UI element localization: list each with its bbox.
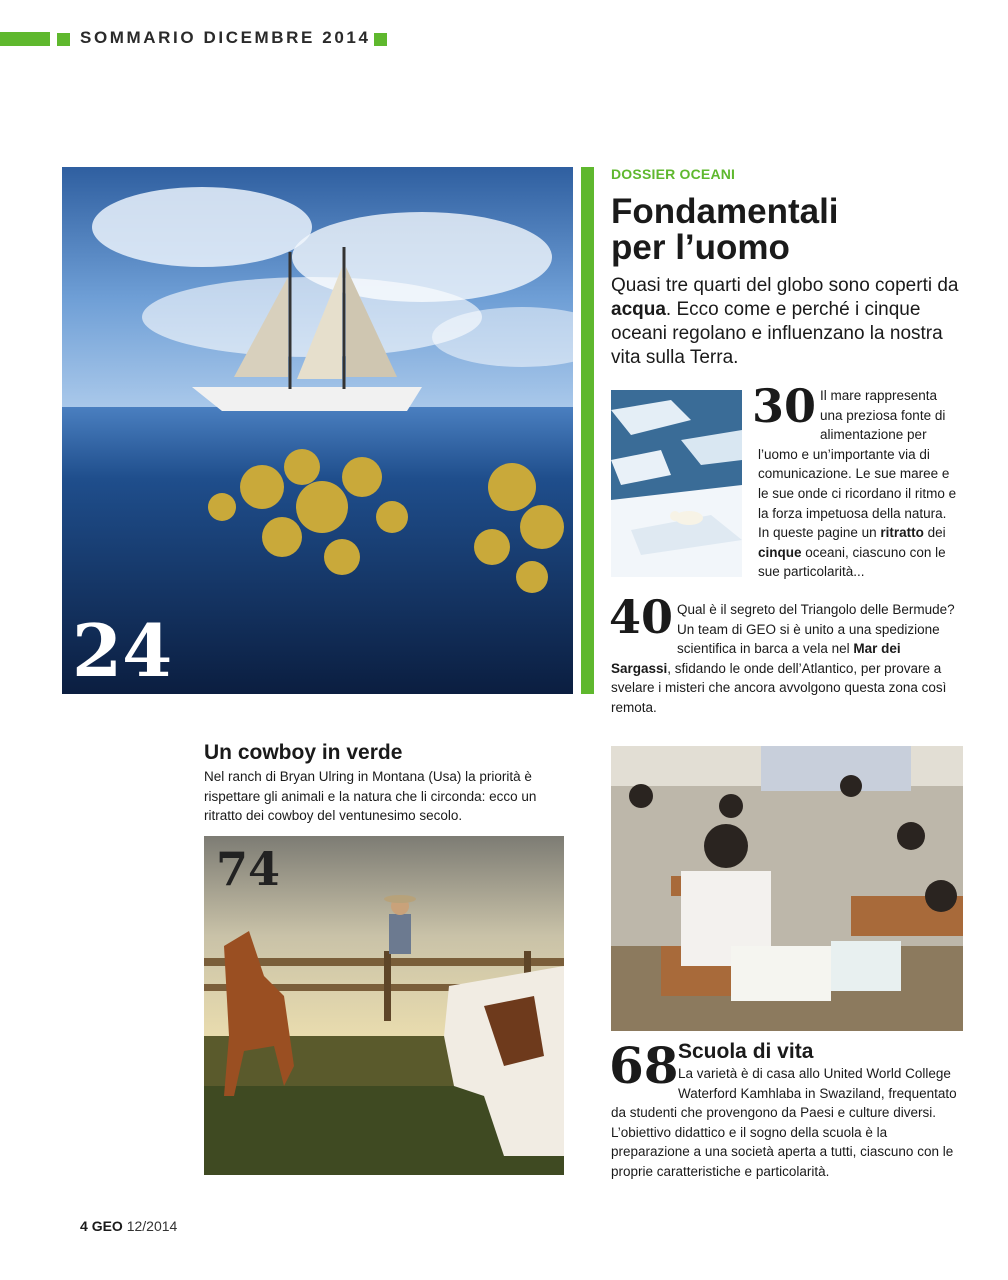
cowboy-horses-photo	[204, 836, 564, 1175]
headline-line-2: per l’uomo	[611, 228, 790, 267]
article-30-text-b: dei	[923, 525, 946, 541]
dossier-dek	[611, 274, 971, 370]
header-square-left	[57, 33, 70, 46]
article-30-text-a: Il mare rappresenta una preziosa fonte di alimentazione per l’uomo e un’importante via di comunicazione. Le sue maree e le sue onde ci ricordano il ritmo e la forza impetuosa della natura. In queste pagine un	[758, 388, 957, 541]
article-74-title: Un cowboy in verde	[204, 741, 403, 764]
dek-text-a: Quasi tre quarti del globo sono coperti da	[611, 275, 959, 296]
article-40-bold: Mar dei Sargassi	[611, 641, 901, 676]
article-68-title: Scuola di vita	[678, 1040, 814, 1063]
dossier-headline	[611, 194, 971, 266]
article-40-text-a: Qual è il segreto del Triangolo delle Bermude? Un team di GEO si è unito a una spedizione scientifica in barca a vela nel	[677, 602, 955, 657]
page-footer	[80, 1218, 177, 1234]
header-accent-bar	[0, 32, 50, 46]
article-number-30: 30	[752, 379, 817, 433]
footer-page: 4	[80, 1218, 88, 1234]
article-30-bold-a: ritratto	[880, 525, 924, 541]
number-space	[758, 386, 820, 426]
header-square-right	[374, 33, 387, 46]
footer-magazine: GEO	[91, 1218, 123, 1234]
dek-text-b: . Ecco come e perché i cinque oceani regolano e influenzano la nostra vita sulla Terra.	[611, 299, 943, 368]
article-30-bold-b: cinque	[758, 544, 802, 560]
accent-rule	[581, 167, 594, 694]
number-space	[611, 600, 677, 640]
section-title: SOMMARIO DICEMBRE 2014	[80, 28, 371, 47]
article-number-68: 68	[609, 1036, 679, 1095]
page-number-24: 24	[72, 608, 173, 693]
article-30-text-c: oceani, ciascuno con le sue particolarità...	[758, 544, 946, 580]
dossier-kicker: DOSSIER OCEANI	[611, 166, 736, 182]
article-74-text: Nel ranch di Bryan Ulring in Montana (Usa) la priorità è rispettare gli animali e la natura che li circonda: ecco un ritratto dei cowboy del ventunesimo secolo.	[204, 769, 537, 824]
article-number-40: 40	[609, 590, 674, 644]
dek-bold: acqua	[611, 299, 666, 320]
article-40-text-b: , sfidando le onde dell’Atlantico, per provare a svelare i misteri che ancora avvolgono questa zona così remota.	[611, 660, 947, 715]
footer-issue: 12/2014	[126, 1218, 178, 1234]
article-30-text	[758, 386, 958, 582]
headline-line-1: Fondamentali	[611, 192, 839, 231]
page-number-74: 74	[216, 842, 281, 896]
article-68-body: La varietà è di casa allo United World College Waterford Kamhlaba in Swaziland, frequentato da studenti che provengono da Paesi e culture diversi. L’obiettivo didattico e il sogno della scuola è la preparazione a una società aperta a tutti, ciascuno con le proprie caratteristiche e particolarità.	[611, 1066, 957, 1179]
article-40-text	[611, 600, 963, 718]
number-space	[611, 1064, 678, 1084]
sailing-ship-photo	[62, 167, 573, 694]
polar-bear-photo	[611, 390, 742, 577]
article-68-text	[611, 1064, 961, 1182]
classroom-photo	[611, 746, 963, 1031]
